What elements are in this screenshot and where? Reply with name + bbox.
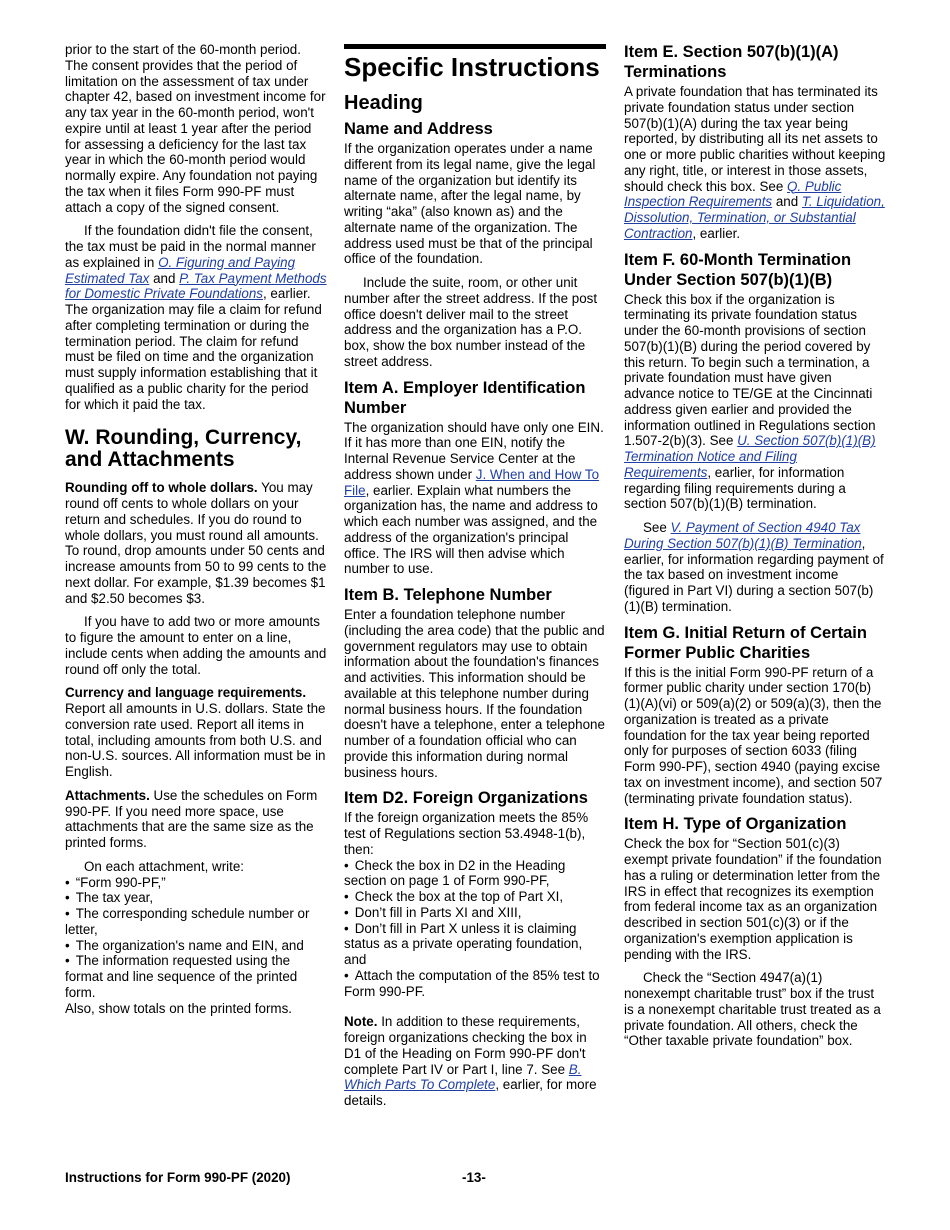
paragraph: If the foreign organization meets the 85% test of Regulations section 53.4948-1(b), then: — [344, 810, 589, 857]
paragraph: If you have to add two or more amounts to figure the amount to enter on a line, include cents when adding the amounts and round off only the total. — [65, 614, 327, 677]
paragraph: Rounding off to whole dollars. You may round off cents to whole dollars on your return and schedules. If you do round to whole dollars, you must round all amounts. To round, drop amounts under 50 cents and increase amounts from 50 to 99 cents to the next dollar. For example, $1.39 becomes $1 and $2.50 becomes $3. — [65, 480, 327, 606]
item-b-heading: Item B. Telephone Number — [344, 586, 552, 604]
list-item: • Check the box in D2 in the Heading section on page 1 of Form 990-PF, — [344, 858, 606, 890]
column-left — [65, 42, 327, 1024]
link-payment-4940-tax[interactable]: V. Payment of Section 4940 Tax During Section 507(b)(1)(B) Termination — [624, 520, 862, 551]
list-item: • Attach the computation of the 85% test to Form 990-PF. — [344, 968, 606, 1000]
heading-title: Heading — [344, 92, 423, 114]
item-d2-heading: Item D2. Foreign Organizations — [344, 789, 588, 808]
paragraph: The organization should have only one EIN. If it has more than one EIN, notify the Internal Revenue Service Center at the address shown under J. When and How To File, earlier. Explain what numbers the organization has, the name and address to which each number was assigned, and the address of the organization's principal office. The IRS will then advise which number to use. — [344, 419, 604, 577]
paragraph: Include the suite, room, or other unit number after the street address. If the post office doesn't deliver mail to the street address and the organization has a P.O. box, show the box number instead of the street address. — [344, 275, 598, 369]
page-number: -13- — [462, 1170, 486, 1185]
item-g-heading: Item G. Initial Return of Certain Former Public Charities — [624, 623, 867, 662]
link-when-how-to-file[interactable]: J. When and How To File — [344, 466, 600, 498]
column-middle — [344, 44, 606, 1117]
paragraph: If the foundation didn't file the consent, the tax must be paid in the normal manner as explained in O. Figuring and Paying Estimated Tax and P. Tax Payment Methods for Domestic Private Foundations, earlier. The organization may file a claim for refund after completing termination or during the termination period. The claim for refund must be filed on time and the organization must supply information establishing that it qualified as a public charity for the period for which it paid the tax. — [65, 223, 327, 412]
paragraph: If this is the initial Form 990-PF return of a former public charity under section 170(b)(1)(A)(vi) or 509(a)(2) or 509(a)(3), then the organization is treated as a private foundation for the tax year being reported only for purposes of section 6033 (filing Form 990-PF), section 4940 (paying excise tax on investment income), and section 507 (terminating private foundation status). — [624, 664, 883, 806]
item-a-heading: Item A. Employer Identification Number — [344, 378, 586, 417]
paragraph: Enter a foundation telephone number (including the area code) that the public and government regulators may use to obtain information about the foundation's finances and activities. This information should be available at this telephone number during normal business hours. If the foundation doesn't have a telephone, enter a telephone number of a foundation official who can provide this information during normal business hours. — [344, 607, 605, 780]
paragraph: Check this box if the organization is terminating its private foundation status under the 60-month provisions of section 507(b)(1)(B) during the period covered by this return. To begin such a termination, a private foundation must have given advance notice to TE/GE at the Cincinnati address given earlier and provided the information outlined in Regulations section 1.507-2(b)(3). See U. Section 507(b)(1)(B) Termination Notice and Filing Requirements, earlier, for information regarding filing requirements during a section 507(b)(1)(B) termination. — [624, 291, 876, 512]
list-item: • The information requested using the format and line sequence of the printed form. — [65, 953, 327, 1000]
list-item: • Check the box at the top of Part XI, — [344, 889, 606, 905]
item-f-heading: Item F. 60-Month Termination Under Section 507(b)(1)(B) — [624, 250, 852, 289]
note-paragraph: Note. In addition to these requirements, foreign organizations checking the box in D1 of the Heading on Form 990-PF don't complete Part IV or Part I, line 7. See B. Which Parts To Complete, earlier, for more details. — [344, 1014, 597, 1108]
list-item: • The corresponding schedule number or letter, — [65, 906, 327, 938]
paragraph: Currency and language requirements. Report all amounts in U.S. dollars. State the conversion rate used. Report all items in total, including amounts from both U.S. and non-U.S. sources. All information must be in English. — [65, 685, 326, 779]
paragraph: prior to the start of the 60-month period. The consent provides that the period of limitation on the assessment of tax under chapter 42, based on investment income for any tax year in the 60-month period, won't expire until at least 1 year after the period for assessing a deficiency for the last tax year in which the 60-month period would normally expire. Any foundation not paying the tax when it files Form 990-PF must attach a copy of the signed consent. — [65, 42, 326, 215]
link-public-inspection[interactable]: Q. Public Inspection Requirements — [624, 178, 842, 210]
list-item: • The organization's name and EIN, and — [65, 938, 327, 954]
link-tax-payment-methods[interactable]: P. Tax Payment Methods for Domestic Private Foundations — [65, 270, 327, 302]
link-which-parts-to-complete[interactable]: B. Which Parts To Complete — [344, 1061, 582, 1093]
paragraph: A private foundation that has terminated its private foundation status under section 507(b)(1)(A) during the tax year being reported, by distributing all its net assets to one or more public charities without keeping any right, title, or interest in those assets, should check this box. See Q. Public Inspection Requirements and T. Liquidation, Dissolution, Termination, or Substantial Contraction, earlier. — [624, 84, 886, 241]
section-heading-w: W. Rounding, Currency, and Attachments — [65, 426, 302, 472]
column-right — [624, 42, 886, 1057]
link-termination-notice[interactable]: U. Section 507(b)(1)(B) Termination Notice and Filing Requirements — [624, 433, 876, 480]
list-item: • Don’t fill in Parts XI and XIII, — [344, 905, 606, 921]
link-figuring-estimated-tax[interactable]: O. Figuring and Paying Estimated Tax — [65, 254, 296, 286]
link-liquidation-dissolution[interactable]: T. Liquidation, Dissolution, Termination, or Substantial Contraction — [624, 194, 885, 241]
footer-title: Instructions for Form 990-PF (2020) — [65, 1170, 291, 1185]
list-item: • The tax year, — [65, 890, 327, 906]
paragraph: Check the box for “Section 501(c)(3) exempt private foundation” if the foundation has a ruling or determination letter from the IRS in effect that recognizes its exemption from federal income tax as an organization described in section 501(c)(3) or if the organization's exemption application is pending with the IRS. — [624, 836, 882, 962]
list-item: • Don’t fill in Part X unless it is claiming status as a private operating foundation, and — [344, 921, 606, 968]
paragraph: Attachments. Use the schedules on Form 990-PF. If you need more space, use attachments that are the same size as the printed forms. — [65, 787, 318, 850]
d2-list — [344, 858, 606, 1000]
paragraph: Also, show totals on the printed forms. — [65, 1000, 293, 1016]
specific-instructions-title: Specific Instructions — [344, 44, 606, 82]
paragraph: If the organization operates under a name different from its legal name, give the legal name of the organization but identify its alternate name, after the legal name, by writing “aka” (also known as) and the alternate name of the organization. The address used must be that of the principal office of the foundation. — [344, 141, 596, 267]
paragraph: On each attachment, write: — [84, 858, 245, 874]
paragraph: Check the “Section 4947(a)(1) nonexempt charitable trust” box if the trust is a nonexempt charitable trust treated as a private foundation. All others, check the “Other taxable private foundation” box. — [624, 970, 881, 1049]
item-e-heading: Item E. Section 507(b)(1)(A) Terminations — [624, 43, 839, 81]
item-h-heading: Item H. Type of Organization — [624, 815, 847, 834]
list-item: • “Form 990-PF,” — [65, 875, 327, 891]
paragraph: See V. Payment of Section 4940 Tax During Section 507(b)(1)(B) Termination, earlier, for information regarding payment of the tax based on investment income (figured in Part VI) during a section 507(b)(1)(B) termination. — [624, 520, 884, 614]
attachment-list — [65, 875, 327, 1001]
name-address-heading: Name and Address — [344, 120, 493, 138]
